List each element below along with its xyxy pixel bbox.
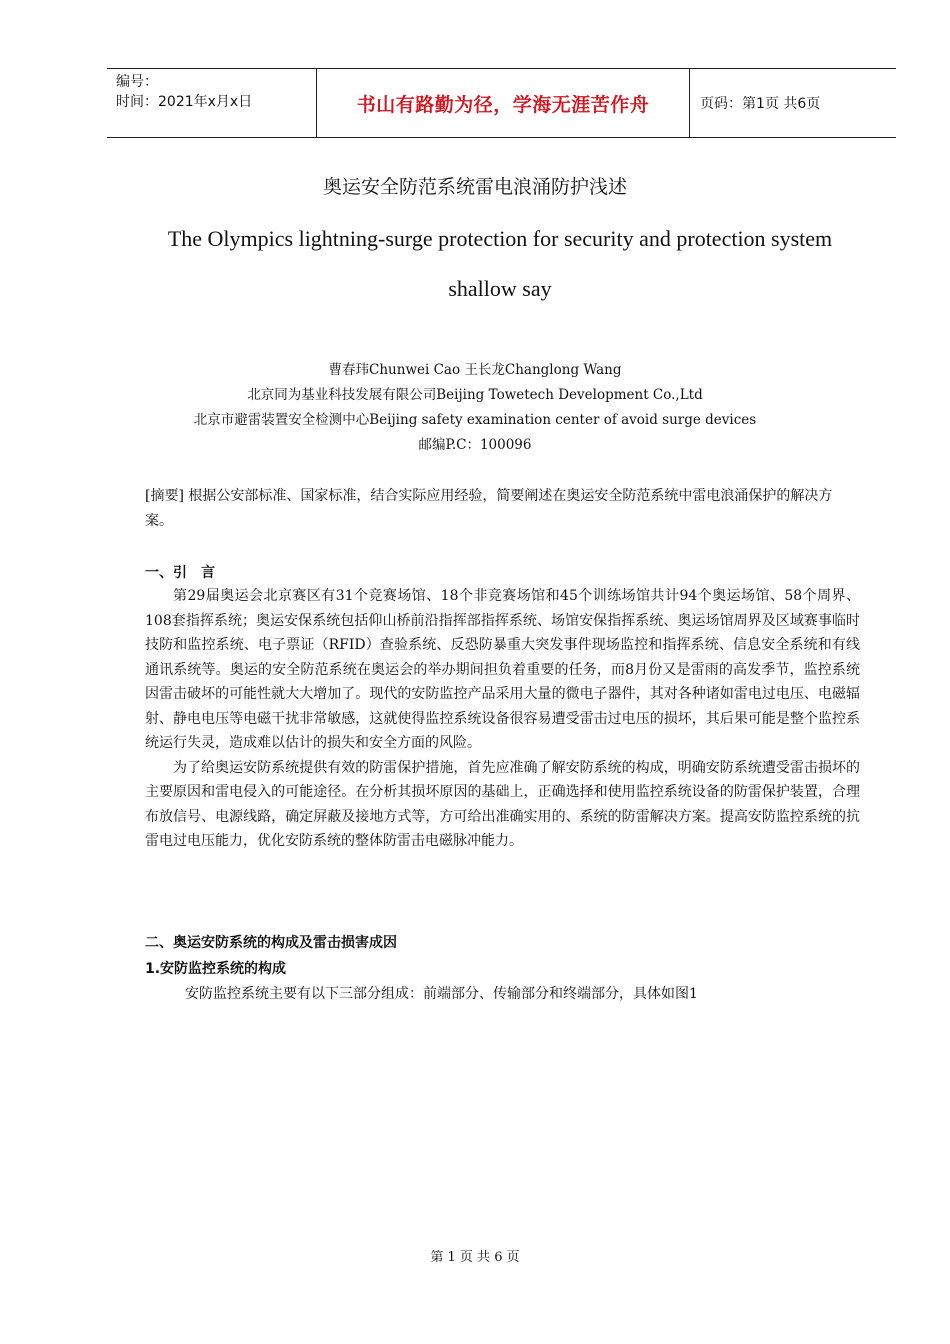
page-footer: 第 1 页 共 6 页 xyxy=(430,1250,520,1265)
section-2-heading: 二、奥运安防系统的构成及雷击损害成因 xyxy=(145,935,397,951)
section-1-paragraph-2: 为了给奥运安防系统提供有效的防雷保护措施，首先应准确了解安防系统的构成，明确安防系统遭受雷击损坏的主要原因和雷电侵入的可能途径。在分析其损坏原因的基础上，正确选择和使用监控系统设备的防雷保护装置，合理布放信号、电源线路，确定屏蔽及接地方式等，方可给出准确实用的、系统的防雷解决方案。提高安防监控系统的抗雷电过电压能力，优化安防系统的整体防雷击电磁脉冲能力。 xyxy=(145,759,860,849)
header-left-cell xyxy=(107,69,317,137)
section-1-heading: 一、引 言 xyxy=(145,565,215,581)
header-motto-cell xyxy=(317,69,690,137)
affiliation-2: 北京市避雷装置安全检测中心Beijing safety examination center of avoid surge devices xyxy=(193,412,757,428)
title-chinese: 奥运安全防范系统雷电浪涌防护浅述 xyxy=(322,176,627,198)
header-page-cell xyxy=(690,69,896,137)
affiliation-1: 北京同为基业科技发展有限公司Beijing Towetech Development Co.,Ltd xyxy=(247,387,703,403)
header-table xyxy=(107,68,896,138)
title-english: The Olympics lightning-surge protection for security and protection system shallow say xyxy=(167,226,833,301)
section-1-body xyxy=(145,584,860,854)
section-1-paragraph-1: 第29届奥运会北京赛区有31个竞赛场馆、18个非竞赛场馆和45个训练场馆共计94个奥运场馆、58个周界、108套指挥系统；奥运安保系统包括仰山桥前沿指挥部指挥系统、场馆安保指挥系统、奥运场馆周界及区域赛事临时技防和监控系统、电子票证（RFID）查验系统、反恐防暴重大突发事件现场监控和指挥系统、信息安全系统和有线通讯系统等。奥运的安全防范系统在奥运会的举办期间担负着重要的任务，而8月份又是雷雨的高发季节，监控系统因雷击破坏的可能性就大大增加了。现代的安防监控产品采用大量的微电子器件，其对各种诸如雷电过电压、电磁辐射、静电电压等电磁干扰非常敏感，这就使得监控系统设备很容易遭受雷击过电压的损坏，其后果可能是整个监控系统运行失灵，造成难以估计的损失和安全方面的风险。 xyxy=(145,588,860,751)
subsection-1-text: 安防监控系统主要有以下三部分组成：前端部分、传输部分和终端部分，具体如图1 xyxy=(185,986,698,1002)
subsection-1-heading: 1.安防监控系统的构成 xyxy=(145,961,287,977)
abstract: [摘要] 根据公安部标准、国家标准，结合实际应用经验，简要阐述在奥运安全防范系统中雷电浪涌保护的解决方案。 xyxy=(145,488,833,529)
author-names: 曹春玮Chunwei Cao 王长龙Changlong Wang xyxy=(328,362,622,378)
author-block xyxy=(0,358,950,458)
serial-label: 编号： xyxy=(116,74,158,90)
date-label: 时间：2021年x月x日 xyxy=(116,94,253,110)
page-info: 页码：第1页 共6页 xyxy=(700,96,821,112)
header-motto: 书山有路勤为径，学海无涯苦作舟 xyxy=(356,93,650,116)
postcode: 邮编P.C：100096 xyxy=(418,437,532,453)
